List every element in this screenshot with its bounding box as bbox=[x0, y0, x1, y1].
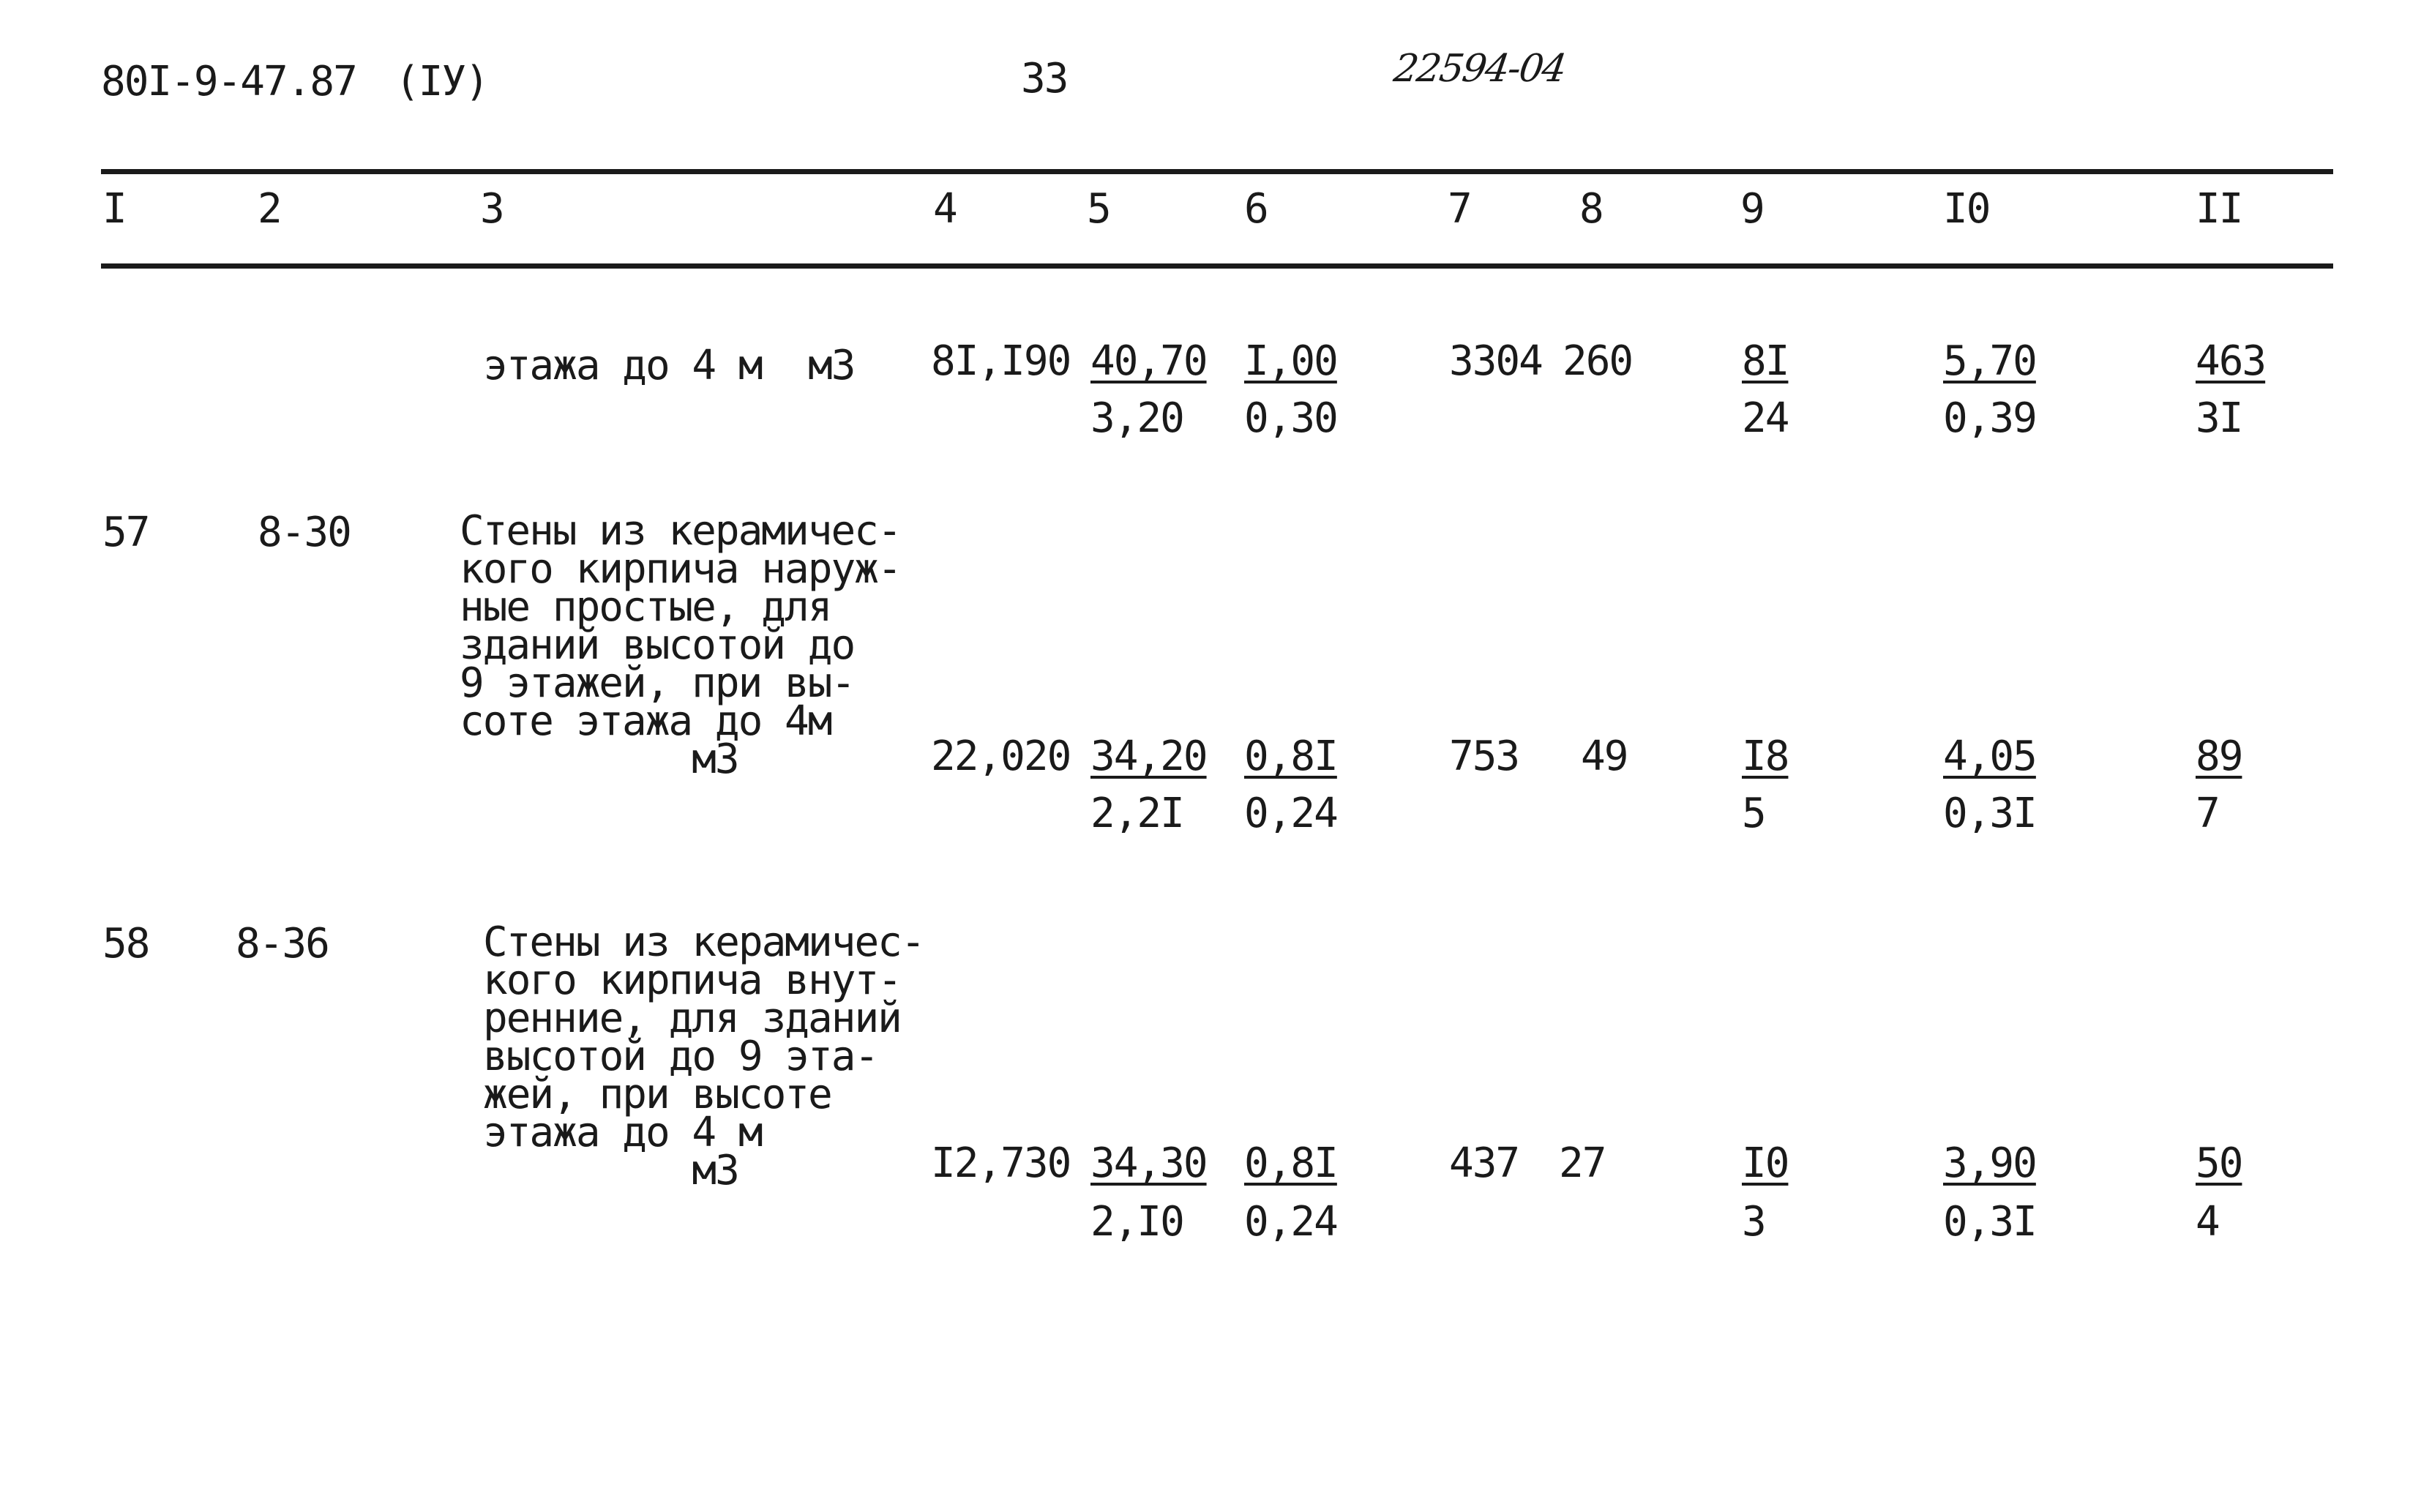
col5-value-bottom: 3,20 bbox=[1090, 394, 1183, 442]
col10-value-bottom: 0,39 bbox=[1943, 394, 2036, 442]
col10-value-top: 4,05 bbox=[1943, 733, 2036, 780]
col6-value-bottom: 0,24 bbox=[1244, 1198, 1337, 1246]
column-header-2: 2 bbox=[258, 185, 281, 233]
col11-value-top: 89 bbox=[2196, 733, 2242, 780]
row-description: этажа до 4 м м3 bbox=[483, 342, 855, 389]
col8-value: 27 bbox=[1559, 1139, 1606, 1187]
column-header-1: I bbox=[102, 185, 126, 233]
row-number: 58 bbox=[102, 920, 149, 968]
col8-value: 49 bbox=[1581, 733, 1628, 780]
page-number: 33 bbox=[1021, 55, 1068, 102]
row-description: Стены из керамичес- кого кирпича внут- ренние, для зданий высотой до 9 эта- жей, при высоте этажа до 4 м м3 bbox=[483, 918, 924, 1194]
row-code: 8-30 bbox=[258, 509, 351, 556]
col5-value-top: 40,70 bbox=[1090, 337, 1207, 385]
col7-value: 3304 bbox=[1449, 337, 1542, 385]
col6-value-top: 0,8I bbox=[1244, 733, 1337, 780]
row-number: 57 bbox=[102, 509, 149, 556]
column-header-11: II bbox=[2196, 185, 2242, 233]
col11-value-bottom: 4 bbox=[2196, 1198, 2219, 1246]
col5-value-bottom: 2,2I bbox=[1090, 790, 1183, 837]
column-header-4: 4 bbox=[933, 185, 957, 233]
handwritten-reference: 22594-04 bbox=[1391, 47, 1568, 91]
col6-value-top: I,00 bbox=[1244, 337, 1337, 385]
col5-value-top: 34,20 bbox=[1090, 733, 1207, 780]
column-header-6: 6 bbox=[1244, 185, 1268, 233]
document-code: 80I-9-47.87 bbox=[101, 58, 356, 105]
column-header-8: 8 bbox=[1579, 185, 1603, 233]
col6-value-top: 0,8I bbox=[1244, 1139, 1337, 1187]
col10-value-top: 5,70 bbox=[1943, 337, 2036, 385]
table-top-rule bbox=[101, 169, 2333, 174]
col5-value-bottom: 2,I0 bbox=[1090, 1198, 1183, 1246]
col7-value: 437 bbox=[1449, 1139, 1519, 1187]
col11-value-top: 463 bbox=[2196, 337, 2266, 385]
volume-label: (IУ) bbox=[395, 58, 488, 105]
column-header-3: 3 bbox=[480, 185, 504, 233]
col11-value-bottom: 7 bbox=[2196, 790, 2219, 837]
col7-value: 753 bbox=[1449, 733, 1519, 780]
col9-value-bottom: 24 bbox=[1742, 394, 1789, 442]
col9-value-top: I0 bbox=[1742, 1139, 1789, 1187]
col9-value-top: I8 bbox=[1742, 733, 1789, 780]
col10-value-bottom: 0,3I bbox=[1943, 790, 2036, 837]
column-header-10: I0 bbox=[1943, 185, 1990, 233]
col6-value-bottom: 0,24 bbox=[1244, 790, 1337, 837]
col10-value-bottom: 0,3I bbox=[1943, 1198, 2036, 1246]
row-description: Стены из керамичес- кого кирпича наруж- ные простые, для зданий высотой до 9 этажей, при вы- соте этажа до 4м м3 bbox=[460, 507, 901, 783]
row-code: 8-36 bbox=[236, 920, 329, 968]
col8-value: 260 bbox=[1563, 337, 1633, 385]
col9-value-bottom: 5 bbox=[1742, 790, 1765, 837]
row-quantity: 22,020 bbox=[931, 733, 1071, 780]
col10-value-top: 3,90 bbox=[1943, 1139, 2036, 1187]
col9-value-top: 8I bbox=[1742, 337, 1789, 385]
col11-value-top: 50 bbox=[2196, 1139, 2242, 1187]
column-header-9: 9 bbox=[1740, 185, 1764, 233]
column-header-5: 5 bbox=[1087, 185, 1110, 233]
col6-value-bottom: 0,30 bbox=[1244, 394, 1337, 442]
col5-value-top: 34,30 bbox=[1090, 1139, 1207, 1187]
row-quantity: I2,730 bbox=[931, 1139, 1071, 1187]
column-header-7: 7 bbox=[1448, 185, 1471, 233]
row-quantity: 8I,I90 bbox=[931, 337, 1071, 385]
col9-value-bottom: 3 bbox=[1742, 1198, 1765, 1246]
table-header-rule bbox=[101, 263, 2333, 269]
col11-value-bottom: 3I bbox=[2196, 394, 2242, 442]
